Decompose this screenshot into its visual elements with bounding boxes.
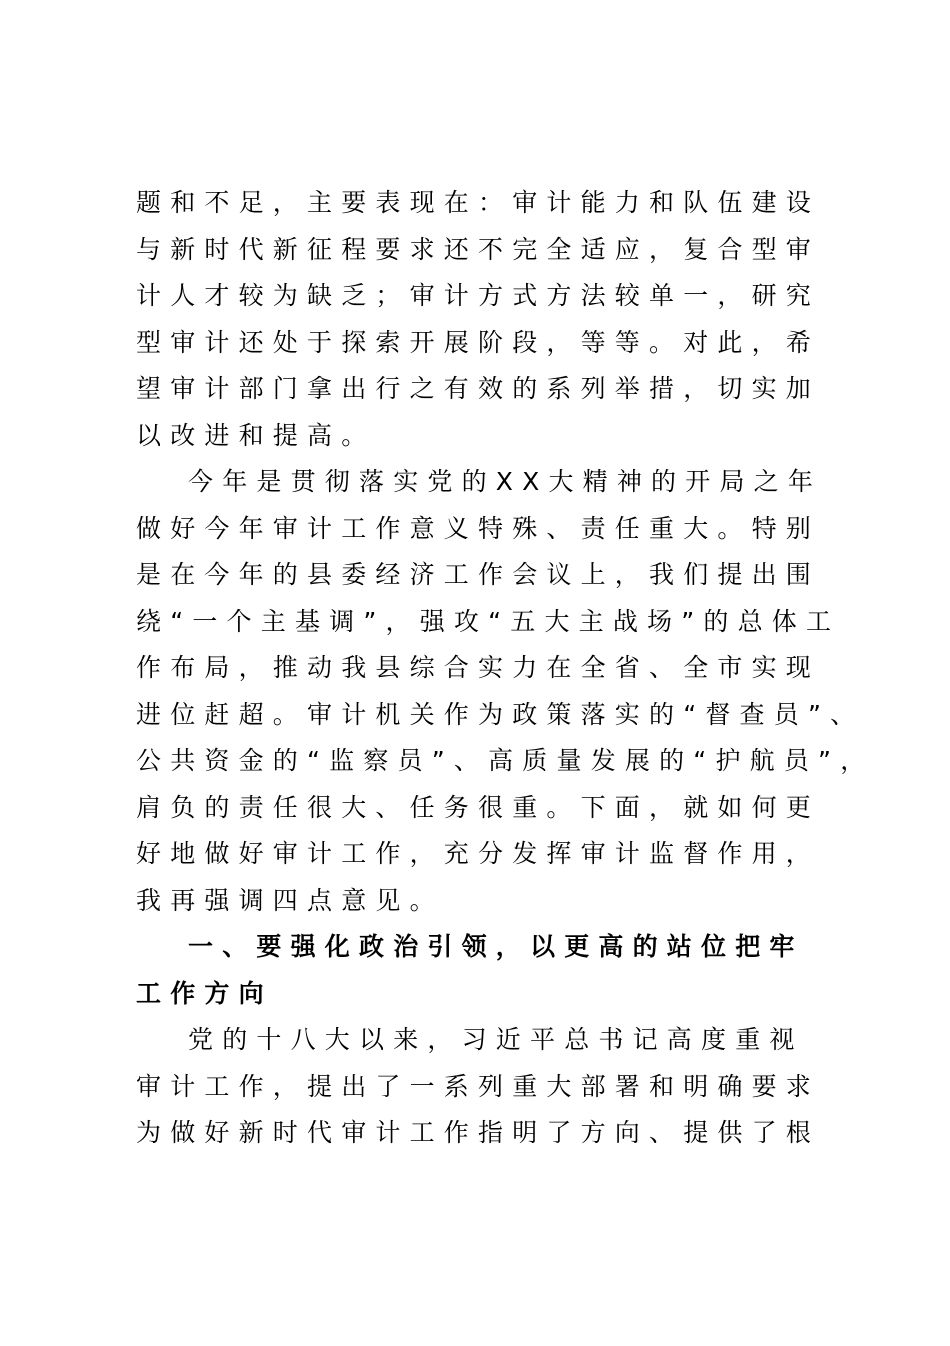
section-heading-continued: 工作方向 (136, 978, 273, 1008)
paragraph-start-line: 今年是贯彻落实党的XX大精神的开局之年 (188, 467, 823, 496)
text-line: 与新时代新征程要求还不完全适应，复合型审 (136, 234, 821, 264)
text-line: 做好今年审计工作意义特殊、责任重大。特别 (136, 513, 821, 543)
paragraph-start-line: 党的十八大以来，习近平总书记高度重视 (188, 1025, 804, 1054)
text-line: 为做好新时代审计工作指明了方向、提供了根 (136, 1118, 821, 1147)
text-line: 作布局，推动我县综合实力在全省、全市实现 (136, 653, 821, 682)
text-line: 计人才较为缺乏；审计方式方法较单一，研究 (136, 281, 821, 310)
text-line: 肩负的责任很大、任务很重。下面，就如何更 (136, 792, 821, 822)
text-line: 是在今年的县委经济工作会议上，我们提出围 (136, 560, 821, 589)
text-line: 好地做好审计工作，充分发挥审计监督作用， (136, 839, 821, 868)
text-line: 绕“一个主基调”，强攻“五大主战场”的总体工 (136, 606, 841, 636)
text-line: 型审计还处于探索开展阶段，等等。对此，希 (136, 327, 821, 357)
text-line: 公共资金的“监察员”、高质量发展的“护航员”， (136, 746, 875, 775)
text-line: 进位赶超。审计机关作为政策落实的“督查员”、 (136, 699, 865, 729)
text-line: 我再强调四点意见。 (136, 885, 444, 915)
section-heading: 一、要强化政治引领，以更高的站位把牢 (188, 932, 804, 961)
text-line: 以改进和提高。 (136, 420, 376, 450)
text-line: 题和不足，主要表现在：审计能力和队伍建设 (136, 188, 821, 217)
text-line: 审计工作，提出了一系列重大部署和明确要求 (136, 1071, 821, 1101)
body-text (136, 180, 875, 1157)
text-line: 望审计部门拿出行之有效的系列举措，切实加 (136, 374, 821, 403)
